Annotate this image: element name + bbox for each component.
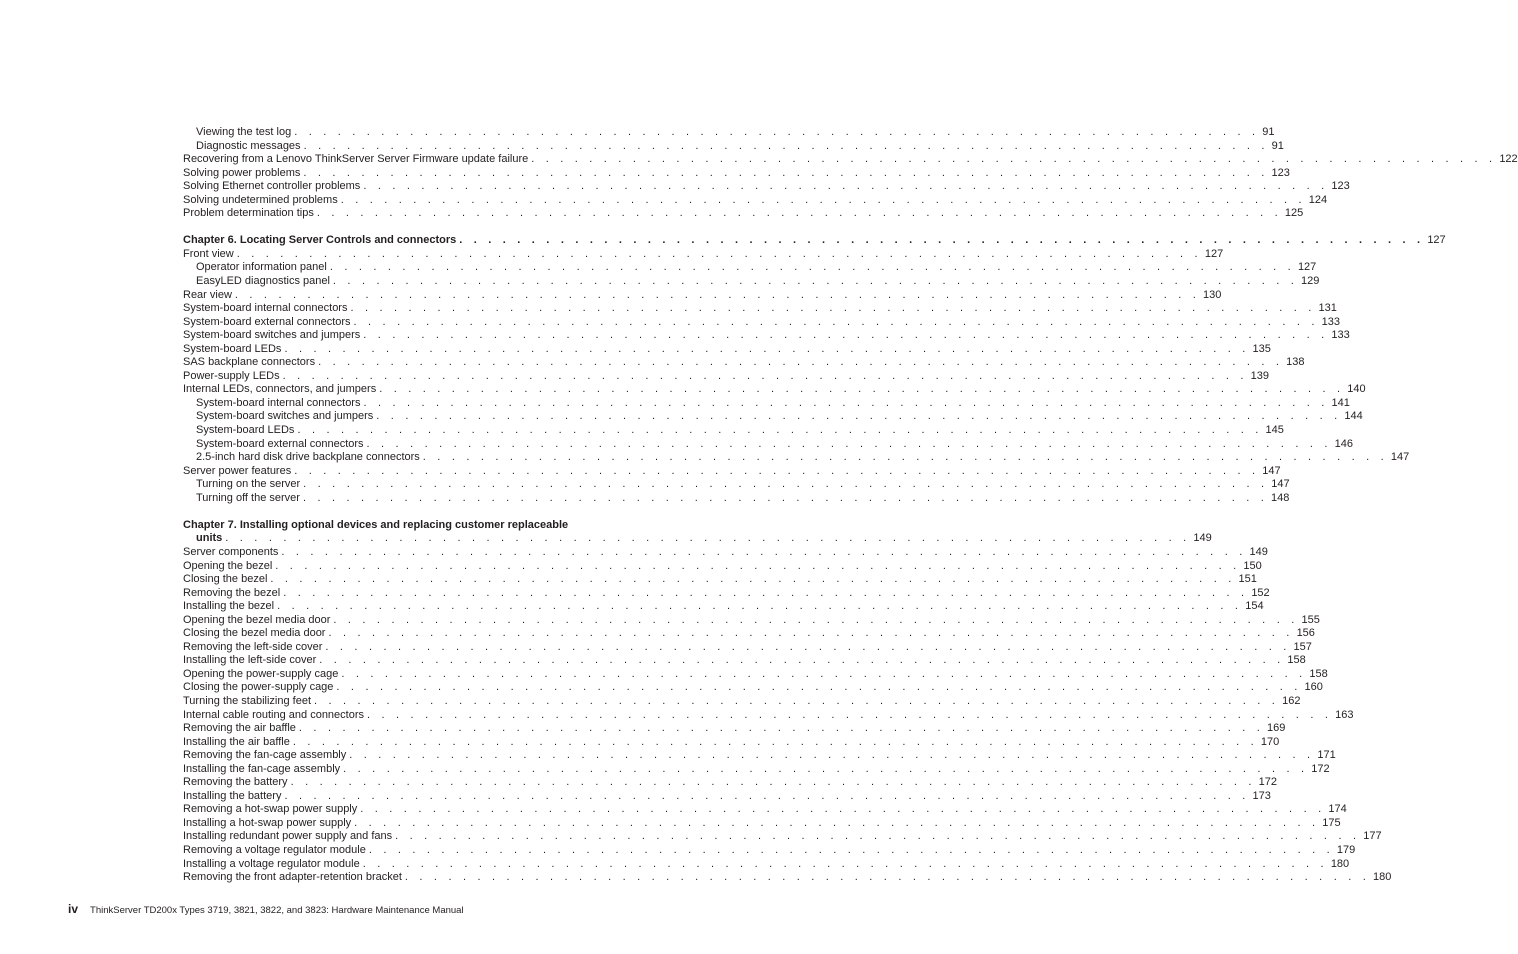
toc-leader-dots: . . . . . . . . . . . . . . . . . . . . . . . . . . . . . . . . . . . . . . . . . . . . . . . . . . . . . . . . . . . . . . . . . . .: [362, 857, 1328, 870]
toc-entry-page: 144: [1344, 410, 1363, 423]
toc-leader-dots: . . . . . . . . . . . . . . . . . . . . . . . . . . . . . . . . . . . . . . . . . . . . . . . . . . . . . . . . . . . . . . . . . . .: [379, 383, 1345, 396]
toc-entry[interactable]: [183, 491, 1290, 506]
toc-entry[interactable]: [183, 640, 1312, 655]
toc-leader-dots: . . . . . . . . . . . . . . . . . . . . . . . . . . . . . . . . . . . . . . . . . . . . . . . . . . . . . . . . . . . . . . . . . . .: [343, 762, 1309, 775]
toc-entry-title: Installing redundant power supply and fans: [183, 830, 395, 844]
toc-entry-page: 91: [1271, 139, 1284, 152]
toc-leader-dots: . . . . . . . . . . . . . . . . . . . . . . . . . . . . . . . . . . . . . . . . . . . . . . . . . . . . . . . . . . . . . . . . . . .: [328, 627, 1294, 640]
toc-entry[interactable]: [183, 410, 1363, 424]
toc-entry-title: Internal cable routing and connectors: [183, 709, 367, 723]
toc-leader-dots: . . . . . . . . . . . . . . . . . . . . . . . . . . . . . . . . . . . . . . . . . . . . . . . . . . . . . . . . . . . . . . . . . . .: [303, 139, 1269, 152]
toc-entry[interactable]: [183, 261, 1317, 275]
toc-entry-title: System-board switches and jumpers: [196, 410, 376, 424]
toc-entry[interactable]: [183, 180, 1350, 194]
toc-entry-title: Opening the bezel media door: [183, 614, 333, 628]
toc-entry-page: 130: [1202, 288, 1222, 301]
toc-entry[interactable]: [183, 139, 1284, 154]
toc-entry-title: System-board external connectors: [183, 316, 354, 330]
toc-entry-title: Removing a voltage regulator module: [183, 844, 369, 858]
toc-entry-title: Installing a voltage regulator module: [183, 858, 363, 872]
toc-leader-dots: . . . . . . . . . . . . . . . . . . . . . . . . . . . . . . . . . . . . . . . . . . . . . . . . . . . . . . . . . . . . . . . . . . .: [404, 871, 1370, 884]
toc-entry-page: 91: [1262, 126, 1275, 138]
toc-leader-dots: . . . . . . . . . . . . . . . . . . . . . . . . . . . . . . . . . . . . . . . . . . . . . . . . . . . . . . . . . . . . . . . . . . .: [363, 180, 1329, 193]
toc-entry[interactable]: [183, 776, 1277, 790]
toc-entry[interactable]: [183, 166, 1290, 181]
toc-entry-title: Viewing the test log: [196, 126, 294, 140]
toc-entry-page: 149: [1193, 532, 1212, 545]
toc-entry-title: Power-supply LEDs: [183, 370, 283, 384]
toc-entry-page: 162: [1282, 694, 1301, 707]
toc-entry[interactable]: [183, 708, 1354, 723]
toc-leader-dots: . . . . . . . . . . . . . . . . . . . . . . . . . . . . . . . . . . . . . . . . . . . . . . . . . . . . . . . . . . . . . . . . . . .: [422, 451, 1388, 464]
toc-leader-dots: . . . . . . . . . . . . . . . . . . . . . . . . . . . . . . . . . . . . . . . . . . . . . . . . . . . . . . . . . . . . . . . . . . .: [329, 261, 1295, 274]
toc-entry[interactable]: [183, 627, 1315, 641]
toc-leader-dots: . . . . . . . . . . . . . . . . . . . . . . . . . . . . . . . . . . . . . . . . . . . . . . . . . . . . . . . . . . . . . . . . . . .: [367, 708, 1333, 721]
toc-entry-title: Solving power problems: [183, 167, 303, 181]
toc-entry-page: 163: [1335, 708, 1354, 721]
toc-entry[interactable]: [183, 464, 1281, 479]
toc-group-2: [183, 247, 1410, 505]
toc-entry-title: Removing the battery: [183, 776, 291, 790]
toc-leader-dots: . . . . . . . . . . . . . . . . . . . . . . . . . . . . . . . . . . . . . . . . . . . . . . . . . . . . . . . . . . . . . . . . . . .: [368, 843, 1334, 856]
toc-leader-dots: . . . . . . . . . . . . . . . . . . . . . . . . . . . . . . . . . . . . . . . . . . . . . . . . . . . . . . . . . . . . . . . . . . .: [353, 315, 1319, 328]
toc-entry-page: 129: [1301, 275, 1320, 288]
toc-leader-dots: . . . . . . . . . . . . . . . . . . . . . . . . . . . . . . . . . . . . . . . . . . . . . . . . . . . . . . . . . . . . . . . . . . .: [277, 600, 1243, 613]
toc-entry-title: Installing the left-side cover: [183, 654, 319, 668]
toc-entry-title: Removing the left-side cover: [183, 641, 325, 655]
toc-entry[interactable]: [183, 694, 1301, 709]
toc-entry[interactable]: [183, 586, 1270, 601]
toc-entry-title: Diagnostic messages: [196, 140, 304, 154]
toc-leader-dots: . . . . . . . . . . . . . . . . . . . . . . . . . . . . . . . . . . . . . . . . . . . . . . . . . . . . . . . . . . . . . . . . . . .: [303, 478, 1269, 491]
toc-leader-dots: . . . . . . . . . . . . . . . . . . . . . . . . . . . . . . . . . . . . . . . . . . . . . . . . . . . . . . . . . . . . . . . . . . .: [395, 830, 1361, 843]
toc-entry[interactable]: [183, 613, 1320, 628]
toc-entry-title: Recovering from a Lenovo ThinkServer Server Firmware update failure: [183, 153, 531, 167]
toc-leader-dots: . . . . . . . . . . . . . . . . . . . . . . . . . . . . . . . . . . . . . . . . . . . . . . . . . . . . . . . . . . . . . . . . . . .: [336, 681, 1302, 694]
toc-leader-dots: . . . . . . . . . . . . . . . . . . . . . . . . . . . . . . . . . . . . . . . . . . . . . . . . . . . . . . . . . . . . . . . . . . .: [225, 532, 1191, 545]
toc-entry-page: 133: [1321, 315, 1340, 328]
toc-entry-page: 147: [1390, 451, 1410, 464]
toc-entry-page: 150: [1243, 559, 1262, 572]
toc-entry[interactable]: [183, 288, 1222, 303]
toc-entry-page: 149: [1249, 545, 1268, 558]
toc-entry[interactable]: [183, 573, 1257, 587]
toc-leader-dots: . . . . . . . . . . . . . . . . . . . . . . . . . . . . . . . . . . . . . . . . . . . . . . . . . . . . . . . . . . . . . . . . . . .: [340, 193, 1306, 206]
toc-entry-title: Installing a hot-swap power supply: [183, 817, 354, 831]
toc-entry-page: 173: [1252, 789, 1271, 802]
toc-leader-dots: . . . . . . . . . . . . . . . . . . . . . . . . . . . . . . . . . . . . . . . . . . . . . . . . . . . . . . . . . . . . . . . . . . .: [360, 803, 1326, 816]
toc-chapter-7-line2[interactable]: [183, 532, 1212, 546]
toc-leader-dots: . . . . . . . . . . . . . . . . . . . . . . . . . . . . . . . . . . . . . . . . . . . . . . . . . . . . . . . . . . . . . . . . . . .: [236, 247, 1202, 260]
toc-leader-dots: . . . . . . . . . . . . . . . . . . . . . . . . . . . . . . . . . . . . . . . . . . . . . . . . . . . . . . . . . . . . . . . . . . .: [275, 559, 1241, 572]
toc-entry-page: 180: [1372, 871, 1392, 884]
toc-entry-page: 160: [1304, 681, 1323, 694]
toc-entry[interactable]: [183, 600, 1264, 614]
toc-entry[interactable]: [183, 342, 1271, 357]
table-of-contents: [183, 126, 1518, 885]
toc-leader-dots: . . . . . . . . . . . . . . . . . . . . . . . . . . . . . . . . . . . . . . . . . . . . . . . . . . . . . . . . . . . . . . . . . . .: [459, 234, 1425, 247]
toc-entry[interactable]: [183, 789, 1271, 804]
toc-entry[interactable]: [183, 193, 1328, 208]
toc-entry-title: Removing the front adapter-retention bracket: [183, 871, 405, 885]
toc-entry[interactable]: [183, 667, 1328, 682]
toc-entry-page: 127: [1297, 261, 1317, 274]
toc-entry-page: 145: [1265, 424, 1284, 437]
toc-entry-page: 151: [1238, 573, 1257, 586]
toc-entry-page: 157: [1293, 640, 1312, 653]
toc-entry-page: 133: [1331, 329, 1350, 342]
toc-entry-page: 125: [1284, 207, 1304, 220]
toc-leader-dots: . . . . . . . . . . . . . . . . . . . . . . . . . . . . . . . . . . . . . . . . . . . . . . . . . . . . . . . . . . . . . . . . . . .: [303, 166, 1269, 179]
toc-entry-title: Installing the bezel: [183, 600, 277, 614]
toc-entry[interactable]: [183, 545, 1268, 560]
toc-group-3: [183, 545, 1392, 885]
toc-entry-title: System-board LEDs: [183, 343, 284, 357]
toc-entry[interactable]: [183, 654, 1306, 668]
toc-entry[interactable]: [183, 275, 1320, 289]
toc-leader-dots: . . . . . . . . . . . . . . . . . . . . . . . . . . . . . . . . . . . . . . . . . . . . . . . . . . . . . . . . . . . . . . . . . . .: [294, 464, 1260, 477]
toc-leader-dots: . . . . . . . . . . . . . . . . . . . . . . . . . . . . . . . . . . . . . . . . . . . . . . . . . . . . . . . . . . . . . . . . . . .: [270, 573, 1236, 586]
toc-entry-page: 122: [1499, 153, 1518, 166]
toc-entry-title: Internal LEDs, connectors, and jumpers: [183, 383, 379, 397]
toc-entry[interactable]: [183, 437, 1353, 452]
toc-entry[interactable]: [183, 762, 1330, 777]
toc-entry-page: 172: [1311, 762, 1330, 775]
toc-entry-title: EasyLED diagnostics panel: [196, 275, 333, 289]
toc-entry-page: 140: [1347, 383, 1366, 396]
toc-entry[interactable]: [183, 830, 1382, 844]
toc-entry-title: Closing the bezel media door: [183, 627, 328, 641]
toc-entry[interactable]: [183, 681, 1323, 695]
toc-leader-dots: . . . . . . . . . . . . . . . . . . . . . . . . . . . . . . . . . . . . . . . . . . . . . . . . . . . . . . . . . . . . . . . . . . .: [333, 613, 1299, 626]
toc-entry-title: Server power features: [183, 465, 294, 479]
toc-entry-title: Opening the power-supply cage: [183, 668, 341, 682]
toc-leader-dots: . . . . . . . . . . . . . . . . . . . . . . . . . . . . . . . . . . . . . . . . . . . . . . . . . . . . . . . . . . . . . . . . . . .: [341, 667, 1307, 680]
toc-entry[interactable]: [183, 315, 1340, 330]
footer-page-number: iv: [68, 902, 79, 916]
toc-entry-page: 155: [1301, 613, 1320, 626]
toc-entry-title: Turning off the server: [196, 492, 303, 506]
toc-entry-title: System-board LEDs: [196, 424, 297, 438]
toc-leader-dots: . . . . . . . . . . . . . . . . . . . . . . . . . . . . . . . . . . . . . . . . . . . . . . . . . . . . . . . . . . . . . . . . . . .: [283, 586, 1249, 599]
toc-entry-title-continued: units: [196, 532, 225, 546]
toc-leader-dots: . . . . . . . . . . . . . . . . . . . . . . . . . . . . . . . . . . . . . . . . . . . . . . . . . . . . . . . . . . . . . . . . . . .: [318, 356, 1284, 369]
toc-entry-title: System-board internal connectors: [196, 397, 363, 411]
toc-leader-dots: . . . . . . . . . . . . . . . . . . . . . . . . . . . . . . . . . . . . . . . . . . . . . . . . . . . . . . . . . . . . . . . . . . .: [363, 329, 1329, 342]
toc-leader-dots: . . . . . . . . . . . . . . . . . . . . . . . . . . . . . . . . . . . . . . . . . . . . . . . . . . . . . . . . . . . . . . . . . . .: [297, 424, 1263, 437]
toc-entry-title: Server components: [183, 546, 281, 560]
toc-entry-title: Solving Ethernet controller problems: [183, 180, 363, 194]
toc-entry-title: Installing the battery: [183, 790, 284, 804]
toc-entry-page: 141: [1331, 396, 1350, 409]
toc-entry-page: 175: [1322, 816, 1341, 829]
toc-entry-title: Closing the power-supply cage: [183, 681, 336, 695]
toc-entry[interactable]: [183, 559, 1262, 574]
toc-entry-page: 177: [1363, 830, 1382, 843]
toc-entry-page: 124: [1308, 193, 1328, 206]
toc-entry[interactable]: [183, 302, 1337, 316]
toc-leader-dots: . . . . . . . . . . . . . . . . . . . . . . . . . . . . . . . . . . . . . . . . . . . . . . . . . . . . . . . . . . . . . . . . . . .: [292, 735, 1258, 748]
toc-entry-title: Installing the air baffle: [183, 736, 293, 750]
toc-leader-dots: . . . . . . . . . . . . . . . . . . . . . . . . . . . . . . . . . . . . . . . . . . . . . . . . . . . . . . . . . . . . . . . . . . .: [284, 789, 1250, 802]
toc-entry-page: 148: [1271, 491, 1290, 504]
toc-chapter-6[interactable]: [183, 234, 1446, 248]
toc-entry-page: 169: [1267, 722, 1286, 735]
toc-entry-page: 147: [1262, 464, 1281, 477]
toc-entry-title: Problem determination tips: [183, 207, 317, 221]
toc-entry-title: Removing the bezel: [183, 587, 283, 601]
toc-entry-title: Chapter 7. Installing optional devices and replacing customer replaceable: [183, 519, 571, 533]
toc-entry-page: 154: [1245, 600, 1264, 613]
toc-entry-page: 171: [1317, 749, 1336, 762]
toc-entry-page: 152: [1251, 586, 1270, 599]
toc-entry-title: Turning the stabilizing feet: [183, 695, 314, 709]
toc-leader-dots: . . . . . . . . . . . . . . . . . . . . . . . . . . . . . . . . . . . . . . . . . . . . . . . . . . . . . . . . . . . . . . . . . . .: [350, 302, 1316, 315]
toc-entry-title: Removing the air baffle: [183, 722, 299, 736]
toc-entry[interactable]: [183, 451, 1410, 465]
toc-entry-page: 146: [1334, 437, 1353, 450]
toc-entry[interactable]: [183, 803, 1347, 817]
toc-entry-page: 127: [1204, 247, 1224, 260]
toc-entry[interactable]: [183, 153, 1518, 167]
toc-entry-page: 158: [1309, 667, 1328, 680]
toc-entry-page: 139: [1250, 369, 1270, 382]
toc-entry-page: 179: [1336, 843, 1356, 856]
toc-entry-title: Closing the bezel: [183, 573, 270, 587]
toc-leader-dots: . . . . . . . . . . . . . . . . . . . . . . . . . . . . . . . . . . . . . . . . . . . . . . . . . . . . . . . . . . . . . . . . . . .: [366, 437, 1332, 450]
toc-entry-page: 138: [1286, 356, 1305, 369]
toc-entry-page: 135: [1252, 342, 1271, 355]
toc-entry-title: 2.5-inch hard disk drive backplane connectors: [196, 451, 423, 465]
toc-entry-title: Installing the fan-cage assembly: [183, 763, 343, 777]
toc-entry-page: 174: [1328, 803, 1347, 816]
toc-entry[interactable]: [183, 871, 1392, 885]
toc-entry-title: Removing the fan-cage assembly: [183, 749, 349, 763]
toc-entry-title: System-board external connectors: [196, 438, 367, 452]
toc-entry-title: System-board switches and jumpers: [183, 329, 363, 343]
toc-entry[interactable]: [183, 383, 1366, 397]
toc-leader-dots: . . . . . . . . . . . . . . . . . . . . . . . . . . . . . . . . . . . . . . . . . . . . . . . . . . . . . . . . . . . . . . . . . . .: [531, 153, 1497, 166]
toc-entry-title: Chapter 6. Locating Server Controls and connectors: [183, 234, 459, 248]
toc-leader-dots: . . . . . . . . . . . . . . . . . . . . . . . . . . . . . . . . . . . . . . . . . . . . . . . . . . . . . . . . . . . . . . . . . . .: [376, 410, 1342, 423]
toc-entry-page: 156: [1296, 627, 1315, 640]
toc-entry[interactable]: [183, 843, 1356, 858]
toc-leader-dots: . . . . . . . . . . . . . . . . . . . . . . . . . . . . . . . . . . . . . . . . . . . . . . . . . . . . . . . . . . . . . . . . . . .: [363, 396, 1329, 409]
toc-leader-dots: . . . . . . . . . . . . . . . . . . . . . . . . . . . . . . . . . . . . . . . . . . . . . . . . . . . . . . . . . . . . . . . . . . .: [281, 545, 1247, 558]
toc-leader-dots: . . . . . . . . . . . . . . . . . . . . . . . . . . . . . . . . . . . . . . . . . . . . . . . . . . . . . . . . . . . . . . . . . . .: [314, 694, 1280, 707]
toc-entry[interactable]: [183, 207, 1304, 221]
toc-entry[interactable]: [183, 396, 1350, 411]
toc-entry-page: 147: [1271, 478, 1290, 491]
toc-entry-title: Solving undetermined problems: [183, 194, 341, 208]
toc-entry-page: 170: [1260, 735, 1280, 748]
toc-entry[interactable]: [183, 356, 1305, 370]
toc-chapter-7-line1[interactable]: [183, 519, 611, 533]
toc-entry[interactable]: [183, 247, 1224, 262]
toc-entry-title: Front view: [183, 248, 237, 262]
toc-entry-title: Operator information panel: [196, 261, 330, 275]
toc-entry[interactable]: [183, 424, 1284, 438]
toc-entry-page: 180: [1330, 857, 1350, 870]
toc-entry-title: Opening the bezel: [183, 560, 275, 574]
toc-leader-dots: . . . . . . . . . . . . . . . . . . . . . . . . . . . . . . . . . . . . . . . . . . . . . . . . . . . . . . . . . . . . . . . . . . .: [298, 722, 1264, 735]
toc-leader-dots: . . . . . . . . . . . . . . . . . . . . . . . . . . . . . . . . . . . . . . . . . . . . . . . . . . . . . . . . . . . . . . . . . . .: [282, 369, 1248, 382]
toc-entry-title: SAS backplane connectors: [183, 356, 318, 370]
toc-entry[interactable]: [183, 126, 1275, 140]
toc-entry-page: 131: [1318, 302, 1337, 315]
toc-group-1: [183, 126, 1518, 221]
toc-entry[interactable]: [183, 749, 1336, 763]
toc-leader-dots: . . . . . . . . . . . . . . . . . . . . . . . . . . . . . . . . . . . . . . . . . . . . . . . . . . . . . . . . . . . . . . . . . . .: [290, 776, 1256, 789]
toc-entry-page: 123: [1271, 166, 1290, 179]
toc-entry[interactable]: [183, 329, 1350, 343]
footer-title: ThinkServer TD200x Types 3719, 3821, 3822, and 3823: Hardware Maintenance Manual: [90, 905, 464, 916]
toc-entry[interactable]: [183, 735, 1280, 750]
toc-entry[interactable]: [183, 722, 1286, 736]
toc-entry-page: 158: [1287, 654, 1306, 667]
toc-entry[interactable]: [183, 816, 1341, 831]
toc-entry-title: System-board internal connectors: [183, 302, 350, 316]
toc-entry[interactable]: [183, 478, 1290, 492]
toc-entry-page: 123: [1331, 180, 1350, 193]
toc-entry-title: Removing a hot-swap power supply: [183, 803, 360, 817]
toc-leader-dots: . . . . . . . . . . . . . . . . . . . . . . . . . . . . . . . . . . . . . . . . . . . . . . . . . . . . . . . . . . . . . . . . . . .: [302, 491, 1269, 504]
toc-entry-page: 127: [1427, 234, 1446, 247]
toc-entry-page: 172: [1258, 776, 1277, 789]
toc-entry-title: Rear view: [183, 289, 235, 303]
toc-leader-dots: . . . . . . . . . . . . . . . . . . . . . . . . . . . . . . . . . . . . . . . . . . . . . . . . . . . . . . . . . . . . . . . . . . .: [294, 126, 1260, 138]
toc-leader-dots: . . . . . . . . . . . . . . . . . . . . . . . . . . . . . . . . . . . . . . . . . . . . . . . . . . . . . . . . . . . . . . . . . . .: [234, 288, 1200, 301]
toc-leader-dots: . . . . . . . . . . . . . . . . . . . . . . . . . . . . . . . . . . . . . . . . . . . . . . . . . . . . . . . . . . . . . . . . . . .: [332, 275, 1298, 288]
toc-leader-dots: . . . . . . . . . . . . . . . . . . . . . . . . . . . . . . . . . . . . . . . . . . . . . . . . . . . . . . . . . . . . . . . . . . .: [284, 342, 1250, 355]
toc-entry-title: Turning on the server: [196, 478, 303, 492]
toc-leader-dots: . . . . . . . . . . . . . . . . . . . . . . . . . . . . . . . . . . . . . . . . . . . . . . . . . . . . . . . . . . . . . . . . . . .: [354, 816, 1320, 829]
toc-entry[interactable]: [183, 857, 1350, 872]
toc-leader-dots: . . . . . . . . . . . . . . . . . . . . . . . . . . . . . . . . . . . . . . . . . . . . . . . . . . . . . . . . . . . . . . . . . . .: [319, 654, 1285, 667]
toc-entry[interactable]: [183, 369, 1270, 384]
toc-leader-dots: . . . . . . . . . . . . . . . . . . . . . . . . . . . . . . . . . . . . . . . . . . . . . . . . . . . . . . . . . . . . . . . . . . .: [325, 640, 1291, 653]
toc-leader-dots: . . . . . . . . . . . . . . . . . . . . . . . . . . . . . . . . . . . . . . . . . . . . . . . . . . . . . . . . . . . . . . . . . . .: [349, 749, 1315, 762]
page-footer: [68, 902, 464, 916]
toc-leader-dots: . . . . . . . . . . . . . . . . . . . . . . . . . . . . . . . . . . . . . . . . . . . . . . . . . . . . . . . . . . . . . . . . . . .: [316, 207, 1282, 220]
